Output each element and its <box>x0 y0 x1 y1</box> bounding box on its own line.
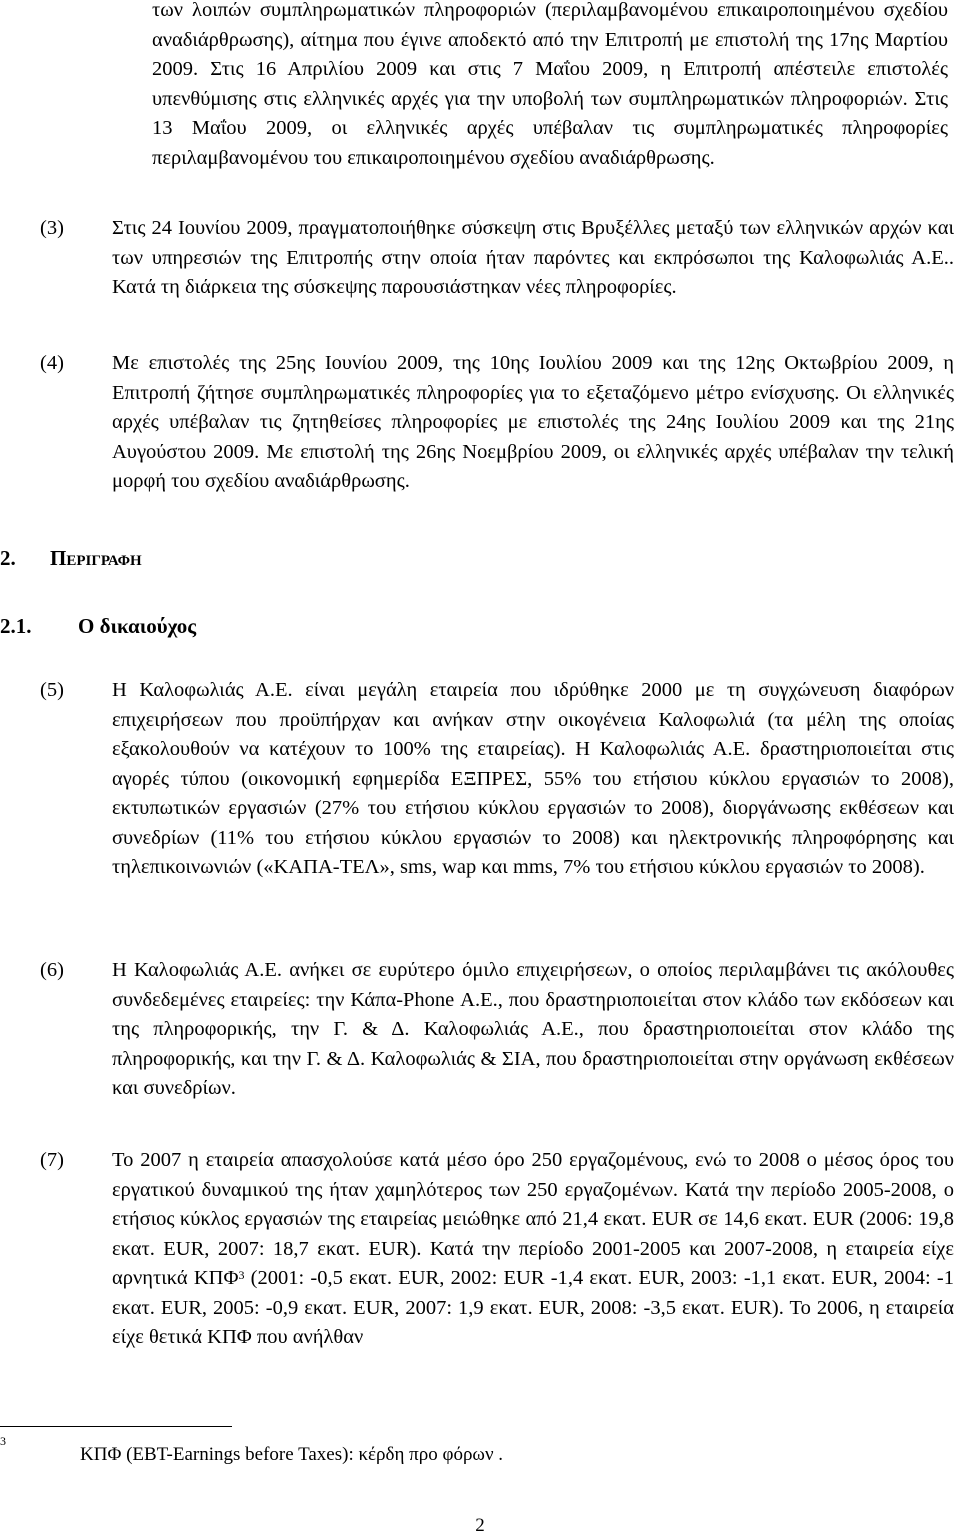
paragraph-text-part: (2001: -0,5 εκατ. EUR, 2002: EUR -1,4 εκατ. EUR, 2003: -1,1 εκατ. EUR, 2004: -1 εκατ. EUR, 2005: -0,9 εκατ. EUR, 2007: 1,9 εκατ. EUR, 2008: -3,5 εκατ. EUR). Το 2006, η εταιρεία είχε θετικά ΚΠΦ που ανήλθαν <box>112 1267 954 1348</box>
paragraph-4 <box>40 349 954 497</box>
paragraph-7 <box>40 1146 954 1353</box>
paragraph-number: (3) <box>40 217 64 239</box>
footnote-text: ΚΠΦ (EBT-Earnings before Taxes): κέρδη προ φόρων . <box>80 1444 504 1465</box>
paragraph-6 <box>40 956 954 1104</box>
section-heading <box>0 546 142 571</box>
paragraph-text-part: Το 2007 η εταιρεία απασχολούσε κατά μέσο όρο 250 εργαζομένους, ενώ το 2008 ο μέσος όρος του εργατικού δυναμικού της ήταν χαμηλότερος των 250 εργαζομένων. Κατά την περίοδο 2005-2008, ο ετήσιος κύκλος εργασιών της εταιρείας μειώθηκε από 21,4 εκατ. EUR σε 14,6 εκατ. EUR (2006: 19,8 εκατ. EUR, 2007: 18,7 εκατ. EUR). Κατά την περίοδο 2001-2005 και 2007-2008, η εταιρεία είχε αρνητικά ΚΠΦ <box>112 1149 954 1289</box>
paragraph-text: των λοιπών συμπληρωματικών πληροφοριών (περιλαμβανομένου επικαιροποιημένου σχεδίου αναδιάρθρωσης), αίτημα που έγινε αποδεκτό από την Επιτροπή με επιστολή της 17ης Μαρτίου 2009. Στις 16 Απριλίου 2009 και στις 7 Μαΐου 2009, η Επιτροπή απέστειλε επιστολές υπενθύμισης στις ελληνικές αρχές για την υποβολή των συμπληρωματικών πληροφοριών. Στις 13 Μαΐου 2009, οι ελληνικές αρχές υπέβαλαν τις συμπληρωματικές πληροφορίες περιλαμβανομένου του επικαιροποιημένου σχεδίου αναδιάρθρωσης. <box>152 0 948 169</box>
footnote-reference[interactable]: 3 <box>238 1268 245 1282</box>
paragraph-number: (5) <box>40 679 64 701</box>
subsection-heading <box>0 614 196 639</box>
paragraph-3 <box>40 214 954 303</box>
page-number: 2 <box>475 1515 485 1536</box>
paragraph-number: (4) <box>40 352 64 374</box>
paragraph-5 <box>40 676 954 883</box>
section-title: Περιγραφη <box>50 546 142 570</box>
footnote-separator <box>0 1426 232 1427</box>
paragraph-number: (6) <box>40 959 64 981</box>
paragraph-text: Η Καλοφωλιάς Α.Ε. είναι μεγάλη εταιρεία που ιδρύθηκε 2000 με τη συγχώνευση διαφόρων επιχειρήσεων που προϋπήρχαν και ανήκαν στην οικογένεια Καλοφωλιά (τα μέλη της οποίας εξακολουθούν να κατέχουν το 100% της εταιρείας). Η Καλοφωλιάς Α.Ε. δραστηριοποιείται στις αγορές τύπου (οικονομική εφημερίδα ΕΞΠΡΕΣ, 55% του ετήσιου κύκλου εργασιών το 2008), εκτυπωτικών εργασιών (27% του ετήσιου κύκλου εργασιών το 2008), διοργάνωσης εκθέσεων και συνεδρίων (11% του ετήσιου κύκλου εργασιών το 2008) και ηλεκτρονικής πληροφόρησης και τηλεπικοινωνιών («ΚΑΠΑ-ΤΕΛ», sms, wap και mms, 7% του ετήσιου κύκλου εργασιών το 2008). <box>112 679 954 878</box>
footnote-number: 3 <box>0 1434 6 1448</box>
subsection-number: 2.1. <box>0 614 32 638</box>
paragraph-text: Στις 24 Ιουνίου 2009, πραγματοποιήθηκε σύσκεψη στις Βρυξέλλες μεταξύ των ελληνικών αρχών και των υπηρεσιών της Επιτροπής στην οποία ήταν παρόντες και εκπρόσωποι της Καλοφωλιάς Α.Ε.. Κατά τη διάρκεια της σύσκεψης παρουσιάστηκαν νέες πληροφορίες. <box>112 217 954 298</box>
subsection-title: Ο δικαιούχος <box>78 614 197 638</box>
paragraph-text: Με επιστολές της 25ης Ιουνίου 2009, της 10ης Ιουλίου 2009 και της 12ης Οκτωβρίου 2009, η Επιτροπή ζήτησε συμπληρωματικές πληροφορίες για το εξεταζόμενο μέτρο ενίσχυσης. Οι ελληνικές αρχές υπέβαλαν τις ζητηθείσες πληροφορίες με επιστολές της 24ης Ιουλίου 2009 και της 21ης Αυγούστου 2009. Με επιστολή της 26ης Νοεμβρίου 2009, οι ελληνικές αρχές υπέβαλαν την τελική μορφή του σχεδίου αναδιάρθρωσης. <box>112 352 954 492</box>
section-number: 2. <box>0 546 16 570</box>
paragraph-number: (7) <box>40 1149 64 1171</box>
paragraph-text <box>112 1146 954 1353</box>
paragraph-text: Η Καλοφωλιάς Α.Ε. ανήκει σε ευρύτερο όμιλο επιχειρήσεων, ο οποίος περιλαμβάνει τις ακόλουθες συνδεδεμένες εταιρείες: την Κάπα-Phone Α.Ε., που δραστηριοποιείται στον κλάδο των εκδόσεων και της πληροφορικής, την Γ. & Δ. Καλοφωλιάς Α.Ε., που δραστηριοποιείται στον κλάδο της πληροφορικής, και την Γ. & Δ. Καλοφωλιάς & ΣΙΑ, που δραστηριοποιείται στην οργάνωση εκθέσεων και συνεδρίων. <box>112 959 954 1099</box>
